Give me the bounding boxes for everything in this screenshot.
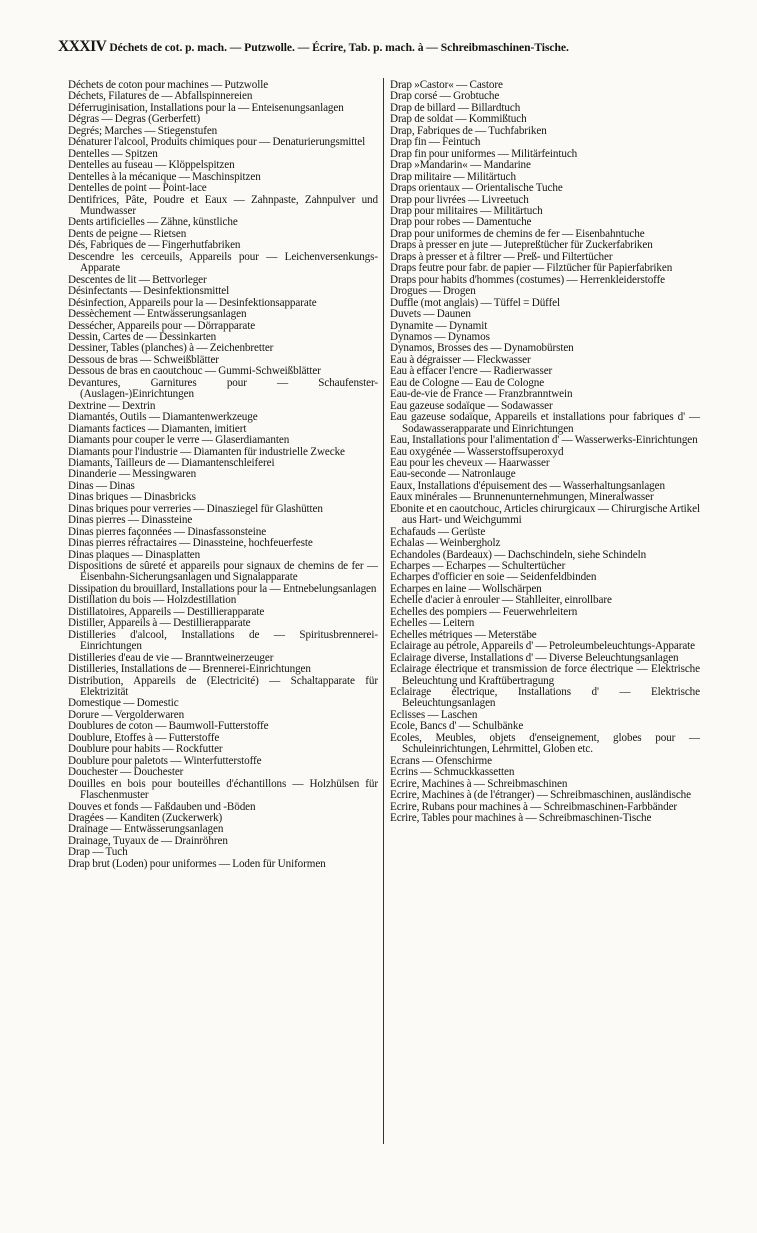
index-entry: Dinanderie — Messingwaren xyxy=(68,469,197,481)
index-entry: Eau-de-vie de France — Franzbranntwein xyxy=(390,389,573,401)
index-entry: Écharpes — Echarpes — Schultertücher xyxy=(390,561,566,573)
index-entry: Distillation du bois — Holzdestillation xyxy=(68,595,237,607)
index-entry: Ébonite et en caoutchouc, Articles chirurgicaux — Chirurgische Artikel aus Hart- und Weichgummi xyxy=(390,503,700,527)
index-entry: Distilleries d'alcool, Installations de — Spiritusbrennerei-Einrichtungen xyxy=(68,629,378,653)
index-entry: Degrés; Marches — Stiegenstufen xyxy=(68,125,218,137)
index-entry: Dinas pierres réfractaires — Dinassteine, hochfeuerfeste xyxy=(68,538,313,550)
index-entry: Dessiner, Tables (planches) à — Zeichenbretter xyxy=(68,343,274,355)
index-entry: Diamants factices — Diamanten, imitiert xyxy=(68,423,247,435)
index-entry: Eau gazeuse sodaïque — Sodawasser xyxy=(390,400,553,412)
index-entry: Dentelles de point — Point-lace xyxy=(68,183,207,195)
index-entry: Écrire, Tables pour machines à — Schreibmaschinen-Tische xyxy=(390,813,652,824)
index-entry: Distilleries d'eau de vie — Branntweinerzeuger xyxy=(68,652,274,664)
index-entry: Échandoles (Bardeaux) — Dachschindeln, siehe Schindeln xyxy=(390,549,647,561)
index-entry: Duffle (mot anglais) — Tüffel = Düffel xyxy=(390,297,561,309)
index-entry: Drogues — Drogen xyxy=(390,286,476,298)
index-entry: Drainage — Entwässerungsanlagen xyxy=(68,824,224,836)
index-entry: Dessèchement — Entwässerungsanlagen xyxy=(68,309,247,321)
index-entry: Distiller, Appareils à — Destillierapparate xyxy=(68,618,251,630)
index-entry: Éclairage au pétrole, Appareils d' — Petroleumbeleuchtungs-Apparate xyxy=(390,641,696,653)
index-entry: Drap fin pour uniformes — Militärfeintuch xyxy=(390,148,578,160)
left-column xyxy=(68,80,378,870)
index-entry: Drap fin — Feintuch xyxy=(390,137,481,149)
index-entry: Échelles métriques — Meterstäbe xyxy=(390,629,537,641)
index-entry: Dextrine — Dextrin xyxy=(68,400,156,412)
index-entry: Dés, Fabriques de — Fingerhutfabriken xyxy=(68,240,241,252)
index-entry: Drap, Fabriques de — Tuchfabriken xyxy=(390,125,547,137)
index-entry: Draps feutre pour fabr. de papier — Filztücher für Papierfabriken xyxy=(390,263,673,275)
index-entry: Éclairage électrique, Installations d' — Elektrische Beleuchtungsanlagen xyxy=(390,687,700,710)
index-entry: Écrans — Ofenschirme xyxy=(390,755,492,767)
index-entry: Désinfectants — Desinfektionsmittel xyxy=(68,286,230,298)
index-entry: Dessous de bras — Schweißblätter xyxy=(68,354,219,366)
index-entry: Distribution, Appareils de (Électricité) — Schaltapparate für Elektrizität xyxy=(68,675,378,699)
index-entry: Draps à presser en jute — Jutepreßtücher für Zuckerfabriken xyxy=(390,240,653,252)
index-entry: Dinas pierres — Dinassteine xyxy=(68,515,193,527)
index-entry: Diamants pour l'industrie — Diamanten für industrielle Zwecke xyxy=(68,446,345,458)
index-entry: Échelles — Leitern xyxy=(390,618,475,630)
index-entry: Écoles, Meubles, objets d'enseignement, globes pour — Schuleinrichtungen, Lehrmittel, Globen etc. xyxy=(390,732,700,756)
index-entry: Écharpes d'officier en soie — Seidenfeldbinden xyxy=(390,572,597,584)
index-entry: Descentes de lit — Bettvorleger xyxy=(68,274,207,286)
index-entry: Doublure pour habits — Rockfutter xyxy=(68,744,223,756)
index-entry: Eau gazeuse sodaïque, Appareils et installations pour fabriques d' — Sodawasserapparate und Einrichtungen xyxy=(390,412,700,435)
index-entry: Écharpes en laine — Wollschärpen xyxy=(390,583,542,595)
index-entry: Doublure pour paletots — Winterfutterstoffe xyxy=(68,755,262,767)
index-entry: Drap pour militaires — Militärtuch xyxy=(390,205,543,217)
index-entry: Descendre les cerceuils, Appareils pour — Leichenversenkungs-Apparate xyxy=(68,251,378,275)
index-entry: Douves et fonds — Faßdauben und -Böden xyxy=(68,801,256,813)
index-entry: Dinas — Dinas xyxy=(68,480,135,492)
index-entry: Dentelles — Spitzen xyxy=(68,148,158,160)
index-entry: Eau à dégraisser — Fleckwasser xyxy=(390,354,531,366)
running-title: Déchets de cot. p. mach. — Putzwolle. — Écrire, Tab. p. mach. à — Schreibmaschinen-Tische. xyxy=(109,41,569,54)
index-entry: Dents artificielles — Zähne, künstliche xyxy=(68,217,238,229)
index-entry: Eau, Installations pour l'alimentation d' — Wasserwerks-Einrichtungen xyxy=(390,435,698,447)
index-entry: Douchester — Douchester xyxy=(68,767,184,779)
index-entry: Désinfection, Appareils pour la — Desinfektionsapparate xyxy=(68,297,317,309)
index-entry: Écrire, Rubans pour machines à — Schreibmaschinen-Farbbänder xyxy=(390,801,678,813)
index-entry: Doublure, Étoffes à — Futterstoffe xyxy=(68,732,220,744)
index-entry: Drap corsé — Grobtuche xyxy=(390,91,500,103)
index-entry: Draps pour habits d'hommes (costumes) — Herrenkleiderstoffe xyxy=(390,274,666,286)
index-entry: Drap »Castor« — Castore xyxy=(390,80,503,91)
index-entry: Dragées — Kanditen (Zuckerwerk) xyxy=(68,813,223,824)
index-entry: Dinas briques — Dinasbricks xyxy=(68,492,196,504)
index-entry: Diamantés, Outils — Diamantenwerkzeuge xyxy=(68,412,258,424)
index-entry: Dessin, Cartes de — Dessinkarten xyxy=(68,331,217,343)
index-entry: Dégras — Degras (Gerberfett) xyxy=(68,114,201,126)
index-entry: Dorure — Vergolderwaren xyxy=(68,709,185,721)
index-entry: Draps à presser et à filtrer — Preß- und Filtertücher xyxy=(390,251,613,263)
index-entry: Doublures de coton — Baumwoll-Futterstoffe xyxy=(68,721,269,733)
index-entry: Déchets de coton pour machines — Putzwolle xyxy=(68,80,269,91)
index-entry: Écrins — Schmuckkassetten xyxy=(390,767,515,779)
index-entry: Dessécher, Appareils pour — Dörrapparate xyxy=(68,320,256,332)
index-entry: Dinas plaques — Dinasplatten xyxy=(68,549,201,561)
index-entry: Échafauds — Gerüste xyxy=(390,526,486,538)
right-column xyxy=(390,80,700,824)
index-entry: Drap pour robes — Damentuche xyxy=(390,217,532,229)
index-entry: Dinas pierres façonnées — Dinasfassonsteine xyxy=(68,526,267,538)
index-entry: Déferruginisation, Installations pour la — Enteisenungsanlagen xyxy=(68,102,344,114)
index-entry: Éclisses — Laschen xyxy=(390,709,478,721)
index-entry: Dynamos — Dynamos xyxy=(390,331,490,343)
index-entry: École, Bancs d' — Schulbänke xyxy=(390,721,524,733)
page-number: XXXIV xyxy=(58,38,107,55)
index-entry: Dynamite — Dynamit xyxy=(390,320,488,332)
index-entry: Duvets — Daunen xyxy=(390,309,471,321)
index-entry: Diamants, Tailleurs de — Diamantenschleiferei xyxy=(68,457,275,469)
index-entry: Dynamos, Brosses des — Dynamobürsten xyxy=(390,343,574,355)
index-entry: Dissipation du brouillard, Installations pour la — Entnebelungsanlagen xyxy=(68,583,377,595)
index-entry: Eau-seconde — Natronlauge xyxy=(390,469,516,481)
index-entry: Échelles des pompiers — Feuerwehrleitern xyxy=(390,606,578,618)
index-entry: Drap brut (Loden) pour uniformes — Loden für Uniformen xyxy=(68,858,326,870)
index-entry: Dispositions de sûreté et appareils pour signaux de chemins de fer — Eisenbahn-Sicherungsanlagen und Signalapparate xyxy=(68,561,378,584)
index-entry: Draps orientaux — Orientalische Tuche xyxy=(390,183,563,195)
index-entry: Drap de soldat — Kommißtuch xyxy=(390,114,527,126)
column-divider xyxy=(383,78,384,1144)
index-entry: Dentifrices, Pâte, Poudre et Eaux — Zahnpaste, Zahnpulver und Mundwasser xyxy=(68,194,378,217)
index-entry: Éclairage diverse, Installations d' — Diverse Beleuchtungsanlagen xyxy=(390,652,679,664)
index-entry: Échelle d'acier à enrouler — Stahlleiter, einrollbare xyxy=(390,595,612,607)
index-entry: Eaux minérales — Brunnenunternehmungen, Mineralwasser xyxy=(390,492,654,504)
index-entry: Distillatoires, Appareils — Destillierapparate xyxy=(68,606,265,618)
page-header xyxy=(58,38,708,56)
index-entry: Diamants pour couper le verre — Glaserdiamanten xyxy=(68,435,290,447)
index-entry: Eau pour les cheveux — Haarwasser xyxy=(390,457,550,469)
index-entry: Écrire, Machines à (de l'étranger) — Schreibmaschinen, ausländische xyxy=(390,790,691,802)
index-entry: Drap de billard — Billardtuch xyxy=(390,102,521,114)
index-entry: Dénaturer l'alcool, Produits chimiques pour — Denaturierungsmittel xyxy=(68,137,366,149)
index-entry: Drap pour livrées — Livreetuch xyxy=(390,194,529,206)
index-entry: Drap pour uniformes de chemins de fer — Eisenbahntuche xyxy=(390,228,645,240)
index-entry: Eau de Cologne — Eau de Cologne xyxy=(390,377,545,389)
index-entry: Déchets, Filatures de — Abfallspinnereien xyxy=(68,91,253,103)
index-entry: Eau oxygénée — Wasserstoffsuperoxyd xyxy=(390,446,564,458)
index-entry: Devantures, Garnitures pour — Schaufenster-(Auslagen-)Einrichtungen xyxy=(68,377,378,401)
index-entry: Domestique — Domestic xyxy=(68,698,179,710)
index-entry: Éclairage électrique et transmission de force électrique — Elektrische Beleuchtung und Kraftübertragung xyxy=(390,664,700,687)
index-entry: Dessous de bras en caoutchouc — Gummi-Schweißblätter xyxy=(68,366,321,378)
index-entry: Échalas — Weinbergholz xyxy=(390,538,501,550)
index-entry: Douilles en bois pour bouteilles d'échantillons — Holzhülsen für Flaschenmuster xyxy=(68,778,378,802)
index-entry: Drap militaire — Militärtuch xyxy=(390,171,516,183)
index-entry: Eaux, Installations d'épuisement des — Wasserhaltungsanlagen xyxy=(390,480,665,492)
index-entry: Drap — Tuch xyxy=(68,847,128,859)
index-entry: Drap »Mandarin« — Mandarine xyxy=(390,160,531,172)
index-entry: Dinas briques pour verreries — Dinasziegel für Glashütten xyxy=(68,503,323,515)
index-entry: Écrire, Machines à — Schreibmaschinen xyxy=(390,778,568,790)
index-entry: Dentelles au fuseau — Klöppelspitzen xyxy=(68,160,235,172)
index-entry: Distilleries, Installations de — Brennerei-Einrichtungen xyxy=(68,664,311,676)
index-entry: Drainage, Tuyaux de — Drainröhren xyxy=(68,835,228,847)
index-entry: Dentelles à la mécanique — Maschinspitzen xyxy=(68,171,261,183)
index-entry: Dents de peigne — Rietsen xyxy=(68,228,187,240)
index-entry: Eau à effacer l'encre — Radierwasser xyxy=(390,366,553,378)
